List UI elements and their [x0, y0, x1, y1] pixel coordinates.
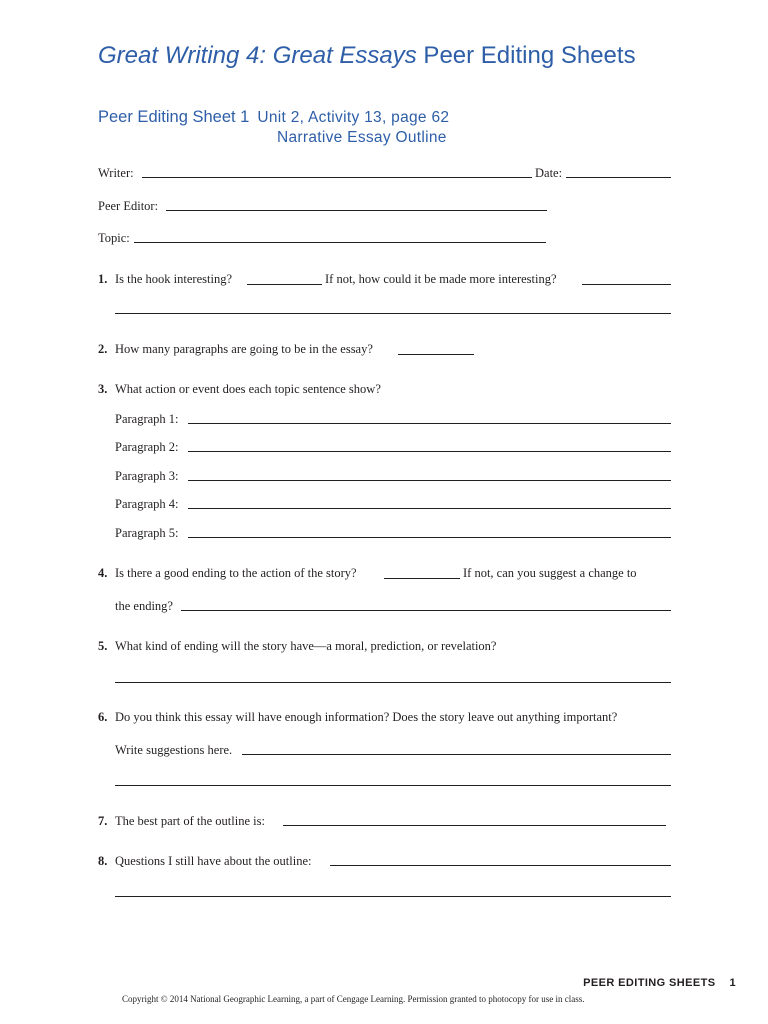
question-1 [98, 272, 107, 287]
title-italic: Great Writing 4: Great Essays [98, 42, 417, 69]
q7-answer[interactable] [283, 825, 666, 826]
q1-answer-line[interactable] [115, 313, 671, 314]
question-2 [98, 342, 107, 357]
sheet-heading [98, 108, 449, 127]
topic-label: Topic: [98, 231, 130, 245]
paragraph-1-field[interactable] [188, 423, 671, 424]
sheet-unit: Unit 2, Activity 13, page 62 [257, 109, 450, 126]
q6-answer-line[interactable] [115, 785, 671, 786]
peer-editor-label: Peer Editor: [98, 199, 159, 213]
question-number: 1. [98, 272, 108, 286]
q8-answer-inline[interactable] [330, 865, 671, 866]
paragraph-4-label: Paragraph 4: [115, 497, 179, 511]
question-number: 4. [98, 566, 108, 580]
paragraph-4-field[interactable] [188, 508, 671, 509]
question-5 [98, 639, 107, 654]
sheet-subtitle: Narrative Essay Outline [277, 129, 447, 146]
question-4 [98, 566, 107, 581]
q8-answer-line[interactable] [115, 896, 671, 897]
document-title [98, 42, 636, 70]
title-rest: Peer Editing Sheets [416, 42, 636, 69]
question-number: 8. [98, 854, 108, 868]
q5-text: What kind of ending will the story have—a moral, prediction, or revelation? [115, 639, 497, 653]
footer-section-label: PEER EDITING SHEETS [583, 977, 716, 989]
topic-field[interactable] [134, 242, 546, 243]
question-number: 2. [98, 342, 108, 356]
q2-text: How many paragraphs are going to be in the essay? [115, 342, 373, 356]
paragraph-3-label: Paragraph 3: [115, 469, 179, 483]
question-6 [98, 710, 107, 725]
copyright-notice: Copyright © 2014 National Geographic Learning, a part of Cengage Learning. Permission granted to photocopy for use in class. [122, 994, 585, 1004]
q6-text: Do you think this essay will have enough information? Does the story leave out anything important? [115, 710, 618, 724]
page-number: 1 [729, 977, 736, 989]
q5-answer-line[interactable] [115, 682, 671, 683]
footer-section [583, 977, 736, 989]
q1-answer-inline[interactable] [582, 284, 671, 285]
q2-answer[interactable] [398, 354, 474, 355]
q6-answer-inline[interactable] [242, 754, 671, 755]
q4-text-c: the ending? [115, 599, 173, 613]
question-number: 3. [98, 382, 108, 396]
paragraph-5-label: Paragraph 5: [115, 526, 179, 540]
question-number: 7. [98, 814, 108, 828]
q4-text-a: Is there a good ending to the action of the story? [115, 566, 357, 580]
paragraph-2-field[interactable] [188, 451, 671, 452]
q4-answer-short[interactable] [384, 578, 460, 579]
date-label: Date: [535, 166, 563, 180]
q4-answer-line[interactable] [181, 610, 671, 611]
question-7 [98, 814, 107, 829]
q3-text: What action or event does each topic sentence show? [115, 382, 381, 396]
paragraph-2-label: Paragraph 2: [115, 440, 179, 454]
writer-label: Writer: [98, 166, 134, 180]
peer-editor-field[interactable] [166, 210, 547, 211]
q1-text-b: If not, how could it be made more interesting? [325, 272, 557, 286]
paragraph-5-field[interactable] [188, 537, 671, 538]
question-number: 6. [98, 710, 108, 724]
q8-text: Questions I still have about the outline: [115, 854, 312, 868]
q4-text-b: If not, can you suggest a change to [463, 566, 637, 580]
question-3 [98, 382, 107, 397]
q7-text: The best part of the outline is: [115, 814, 265, 828]
date-field[interactable] [566, 177, 671, 178]
question-8 [98, 854, 107, 869]
writer-field[interactable] [142, 177, 532, 178]
paragraph-3-field[interactable] [188, 480, 671, 481]
paragraph-1-label: Paragraph 1: [115, 412, 179, 426]
sheet-label: Peer Editing Sheet 1 [98, 108, 250, 126]
q6-text-b: Write suggestions here. [115, 743, 233, 757]
question-number: 5. [98, 639, 108, 653]
q1-text-a: Is the hook interesting? [115, 272, 232, 286]
q1-answer-short[interactable] [247, 284, 322, 285]
